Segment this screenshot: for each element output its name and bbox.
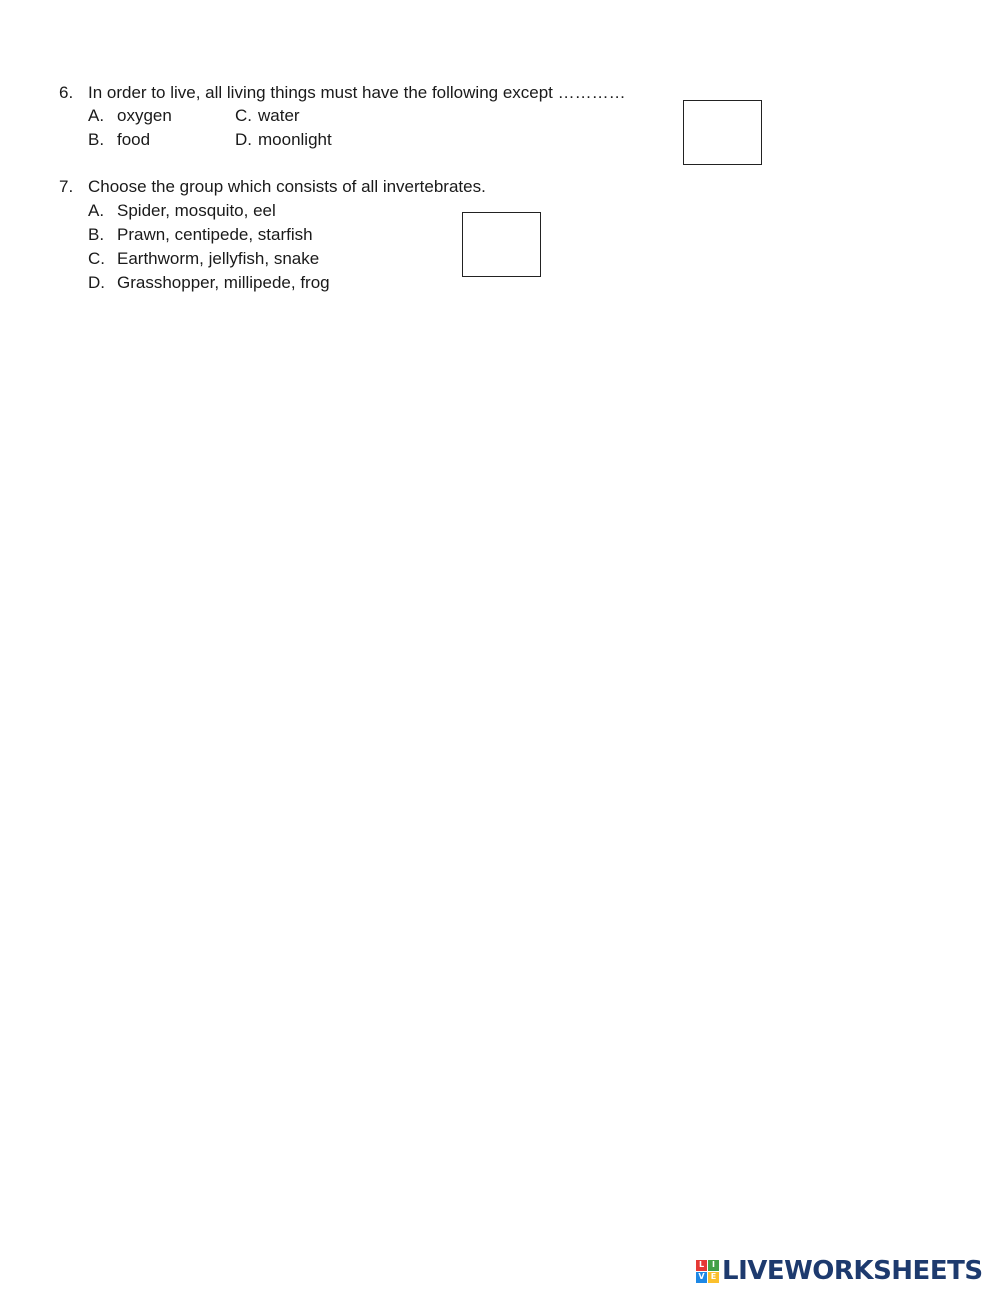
option-6a-letter: A. <box>88 106 105 125</box>
option-6d-text: moonlight <box>258 130 332 149</box>
option-6b-letter: B. <box>88 130 105 149</box>
option-7c-letter: C. <box>88 249 105 268</box>
answer-box-7[interactable] <box>462 212 541 277</box>
option-6c-letter: C. <box>235 106 252 125</box>
question-7-number: 7. <box>59 177 74 196</box>
option-7a-text: Spider, mosquito, eel <box>117 201 276 220</box>
logo-block-v: V <box>696 1272 707 1283</box>
answer-box-6[interactable] <box>683 100 762 165</box>
liveworksheets-logo <box>696 1257 983 1285</box>
option-7b-text: Prawn, centipede, starfish <box>117 225 313 244</box>
logo-block-e: E <box>708 1272 719 1283</box>
option-6a-text: oxygen <box>117 106 172 125</box>
logo-text: LIVEWORKSHEETS <box>722 1256 983 1286</box>
logo-block-l: L <box>696 1260 707 1271</box>
option-7d-text: Grasshopper, millipede, frog <box>117 273 330 292</box>
option-6b-text: food <box>117 130 151 149</box>
logo-block-i: I <box>708 1260 719 1271</box>
question-6-number: 6. <box>59 83 74 102</box>
option-6d-letter: D. <box>235 130 252 149</box>
option-7c-text: Earthworm, jellyfish, snake <box>117 249 320 268</box>
option-6c-text: water <box>258 106 300 125</box>
option-7d-letter: D. <box>88 273 105 292</box>
logo-blocks-icon <box>696 1260 719 1283</box>
option-7a-letter: A. <box>88 201 105 220</box>
option-7b-letter: B. <box>88 225 105 244</box>
question-7-text: Choose the group which consists of all invertebrates. <box>88 177 486 196</box>
question-6-text: In order to live, all living things must have the following except ………… <box>88 83 626 102</box>
